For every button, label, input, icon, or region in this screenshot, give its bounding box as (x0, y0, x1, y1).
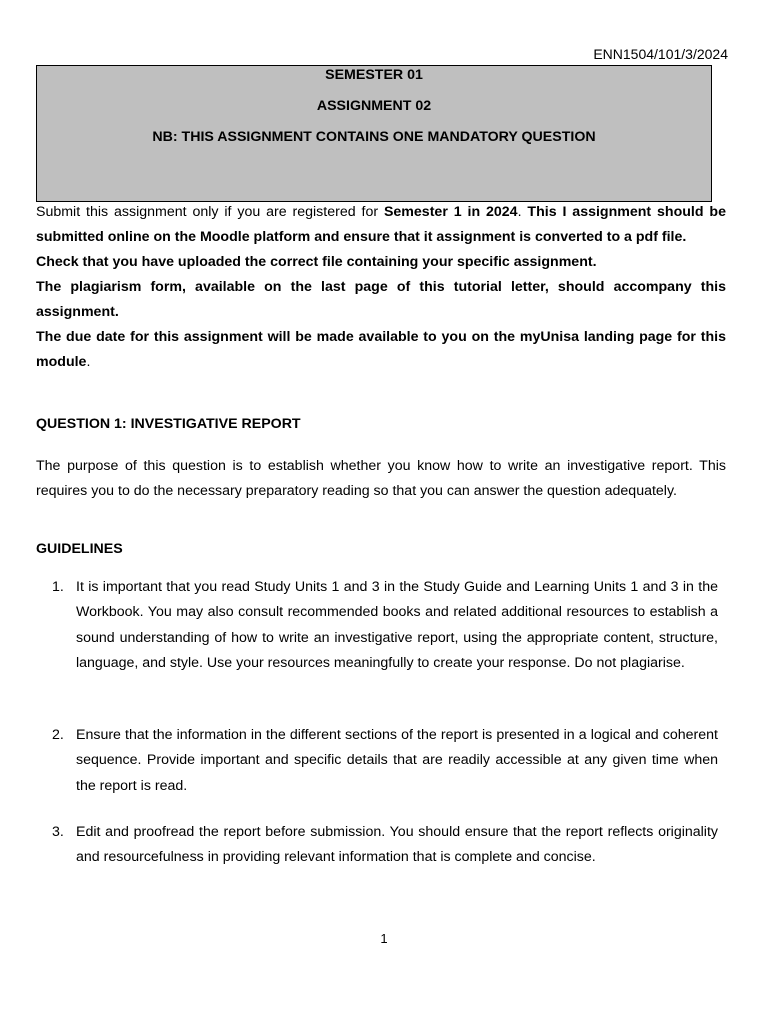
due-date-paragraph (36, 325, 726, 375)
guideline-text: Edit and proofread the report before submission. You should ensure that the report reflects originality and resourcefulness in providing relevant information that is complete and concise. (76, 824, 718, 866)
semester-emphasis: Semester 1 in 2024 (383, 204, 518, 220)
submission-instructions (36, 200, 726, 375)
mandatory-question-note: NB: THIS ASSIGNMENT CONTAINS ONE MANDATORY QUESTION (152, 129, 596, 145)
file-check-instruction: Check that you have uploaded the correct file containing your specific assignment. (36, 254, 597, 270)
semester-heading: SEMESTER 01 (325, 67, 423, 83)
due-date-instruction: The due date for this assignment will be made available to you on the myUnisa landing page for this module (36, 329, 726, 370)
guideline-number: 1. (52, 579, 64, 595)
question-title: QUESTION 1: INVESTIGATIVE REPORT (36, 416, 301, 432)
registration-text: Submit this assignment only if you are registered for (36, 204, 384, 220)
moodle-instruction: This I assignment should be submitted online on the Moodle platform and ensure that it assignment is converted to a pdf file. (36, 204, 726, 245)
guideline-item (50, 820, 718, 871)
assignment-header-box (36, 65, 712, 202)
guideline-item (50, 575, 718, 676)
page-number: 1 (380, 931, 388, 946)
guideline-text: It is important that you read Study Units 1 and 3 in the Study Guide and Learning Units 1 and 3 in the Workbook. You may also consult recommended books and related additional resources to establish a sound understanding of how to write an investigative report, using the appropriate content, structure, language, and style. Use your resources meaningfully to create your response. Do not plagiarise. (76, 579, 718, 671)
guideline-item (50, 723, 718, 799)
submission-paragraph (36, 200, 726, 250)
guideline-text: Ensure that the information in the different sections of the report is presented in a logical and coherent sequence. Provide important and specific details that are readily accessible at any given time when the report is read. (76, 727, 718, 794)
due-date-period: . (86, 354, 91, 370)
document-reference-code: ENN1504/101/3/2024 (593, 46, 728, 62)
assignment-heading: ASSIGNMENT 02 (316, 98, 432, 114)
sentence-end: . (517, 204, 528, 220)
guidelines-heading: GUIDELINES (36, 541, 123, 557)
guideline-number: 2. (52, 727, 64, 743)
question-purpose: The purpose of this question is to establish whether you know how to write an investigative report. This requires you to do the necessary preparatory reading so that you can answer the question adequately. (36, 458, 726, 499)
plagiarism-form-instruction: The plagiarism form, available on the last page of this tutorial letter, should accompany this assignment. (36, 279, 726, 320)
guideline-number: 3. (52, 824, 64, 840)
